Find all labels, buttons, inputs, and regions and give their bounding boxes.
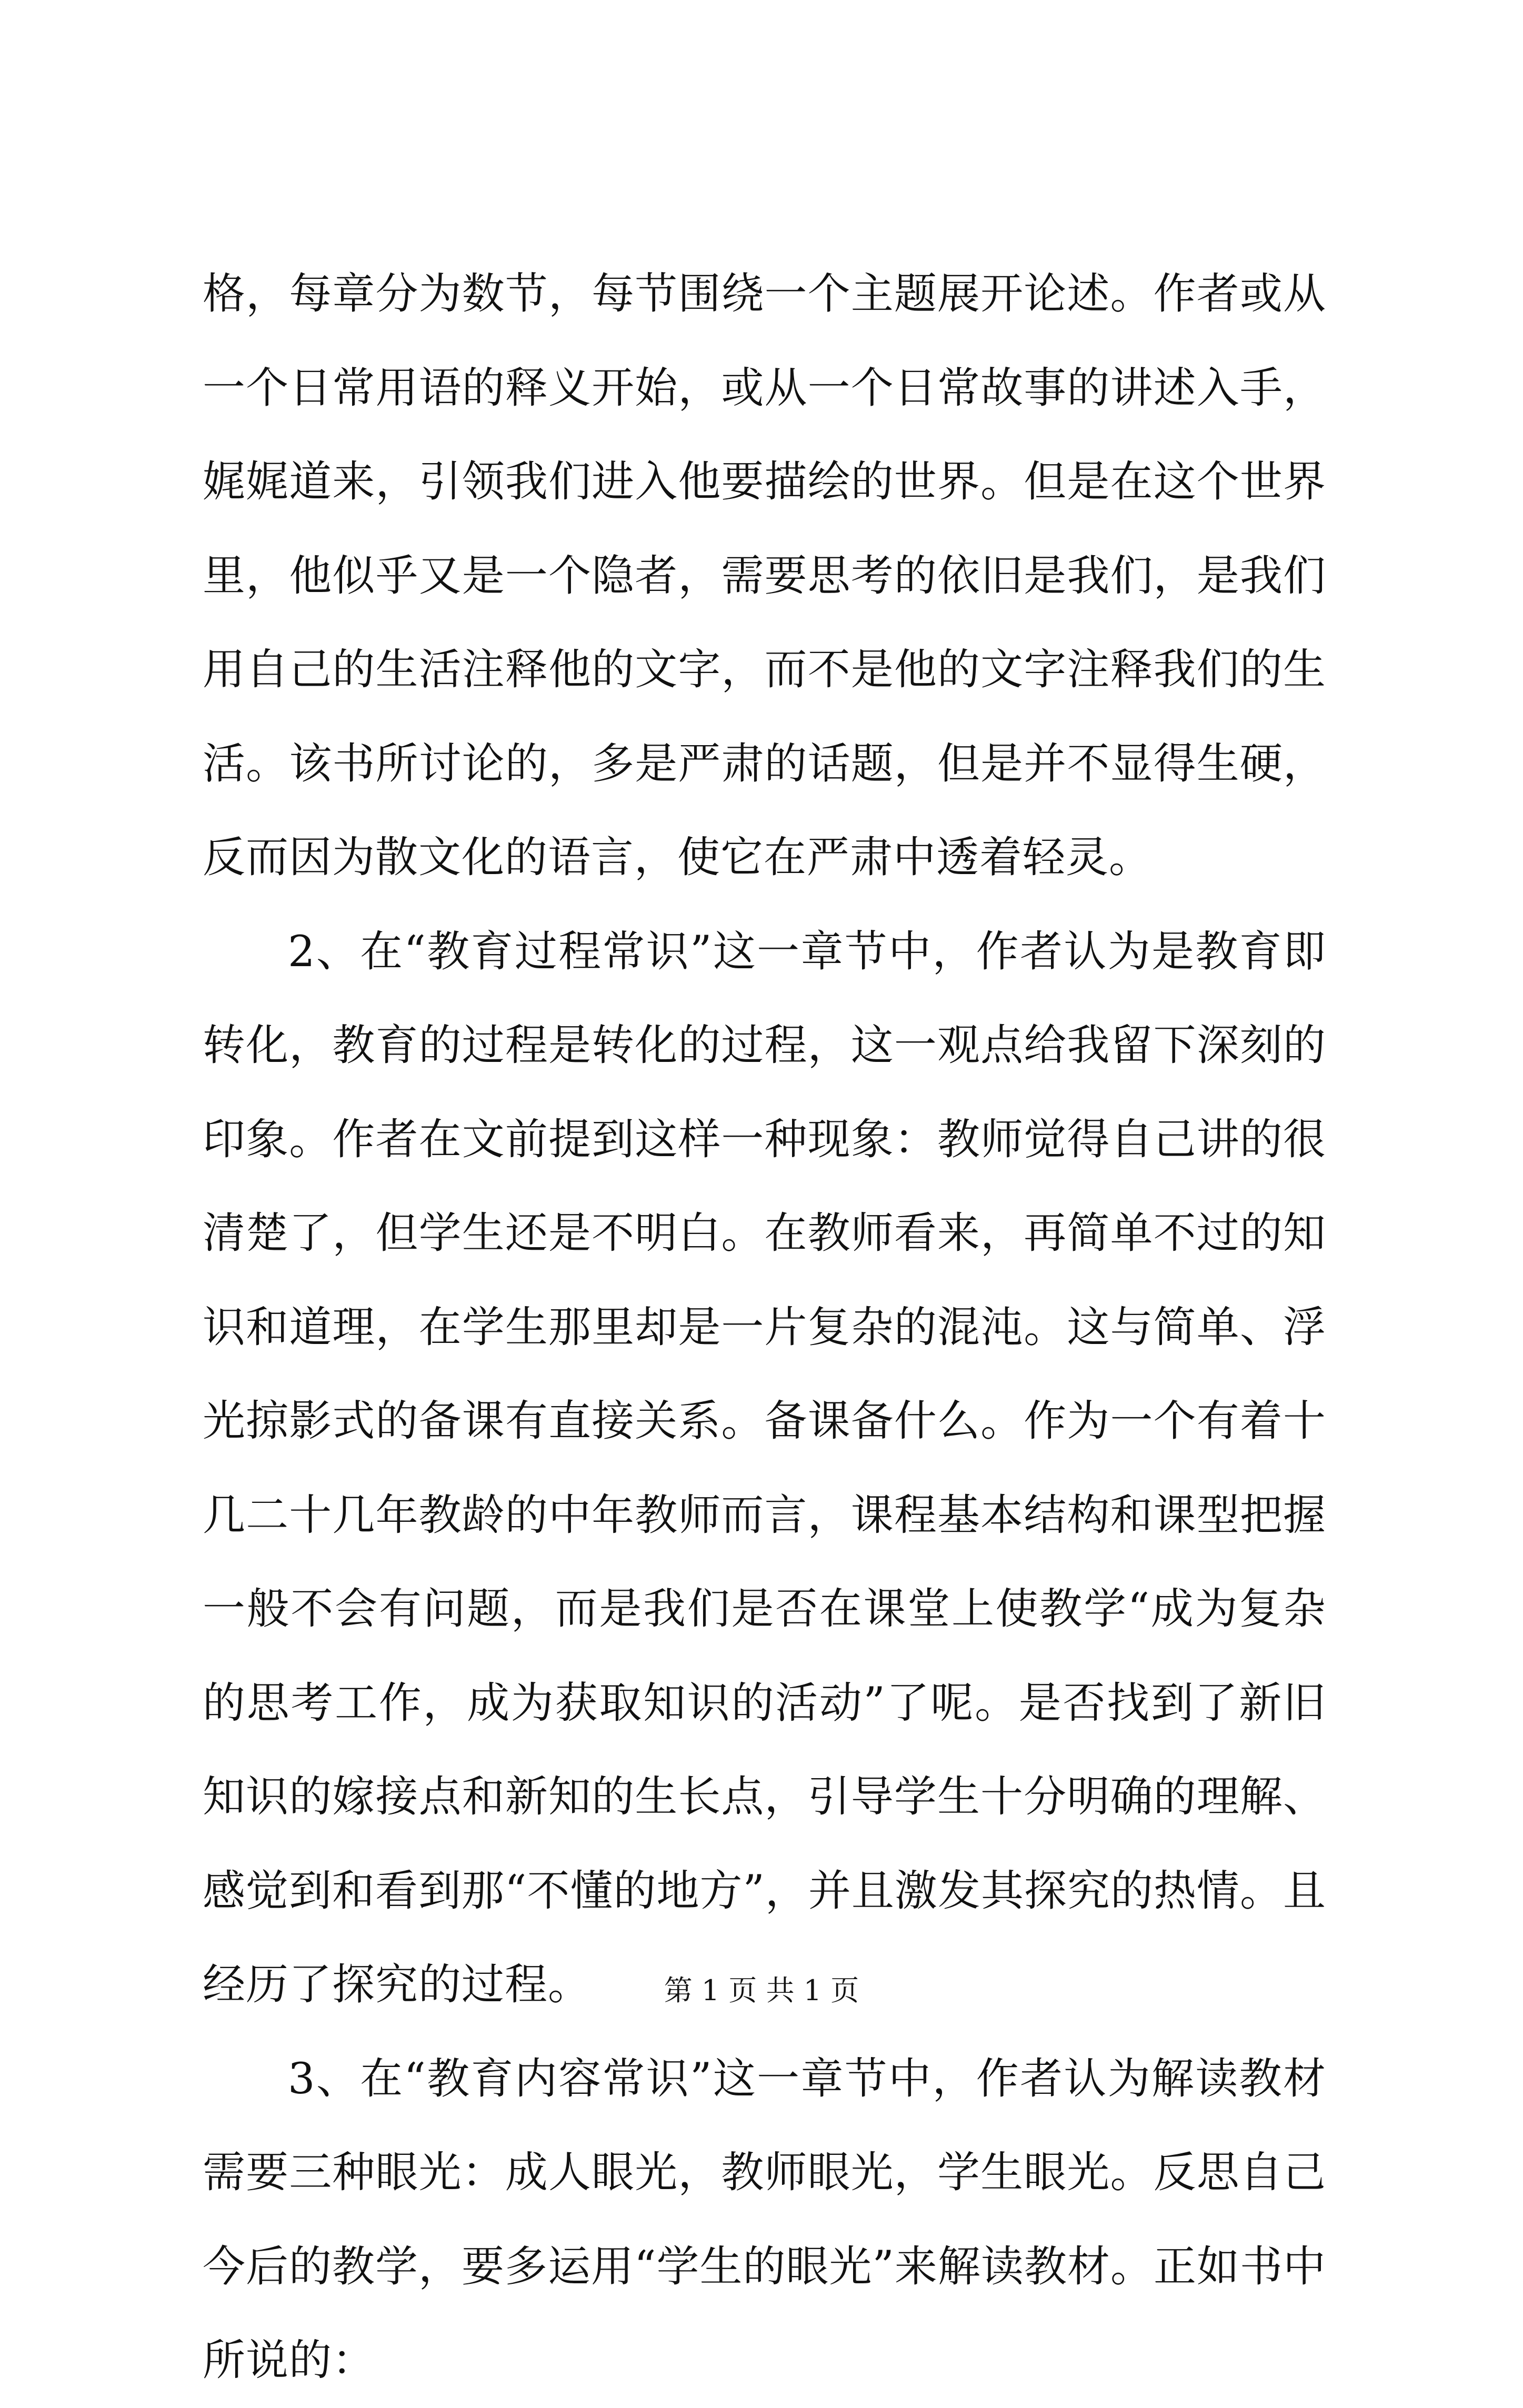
document-body — [203, 247, 1326, 2408]
page-number-label: 第 1 页 共 1 页 — [664, 1974, 859, 2007]
paragraph-education-content: 3、在“教育内容常识”这一章节中，作者认为解读教材需要三种眼光：成人眼光，教师眼光，学生眼光。反思自己今后的教学，要多运用“学生的眼光”来解读教材。正如书中所说的： — [203, 2054, 1326, 2385]
page-footer — [0, 1972, 1523, 2009]
paragraph-education-process: 2、在“教育过程常识”这一章节中，作者认为是教育即转化，教育的过程是转化的过程，这一观点给我留下深刻的印象。作者在文前提到这样一种现象：教师觉得自己讲的很清楚了，但学生还是不明白。在教师看来，再简单不过的知识和道理，在学生那里却是一片复杂的混沌。这与简单、浮光掠影式的备课有直接关系。备课备什么。作为一个有着十几二十几年教龄的中年教师而言，课程基本结构和课型把握一般不会有问题，而是我们是否在课堂上使教学“成为复杂的思考工作，成为获取知识的活动”了呢。是否找到了新旧知识的嫁接点和新知的生长点，引导学生十分明确的理解、感觉到和看到那“不懂的地方”，并且激发其探究的热情。且经历了探究的过程。 — [203, 927, 1326, 2010]
paragraph-continuation: 格，每章分为数节，每节围绕一个主题展开论述。作者或从一个日常用语的释义开始，或从一个日常故事的讲述入手，娓娓道来，引领我们进入他要描绘的世界。但是在这个世界里，他似乎又是一个隐者，需要思考的依旧是我们，是我们用自己的生活注释他的文字，而不是他的文字注释我们的生活。该书所讨论的，多是严肃的话题，但是并不显得生硬，反而因为散文化的语言，使它在严肃中透着轻灵。 — [203, 269, 1326, 882]
